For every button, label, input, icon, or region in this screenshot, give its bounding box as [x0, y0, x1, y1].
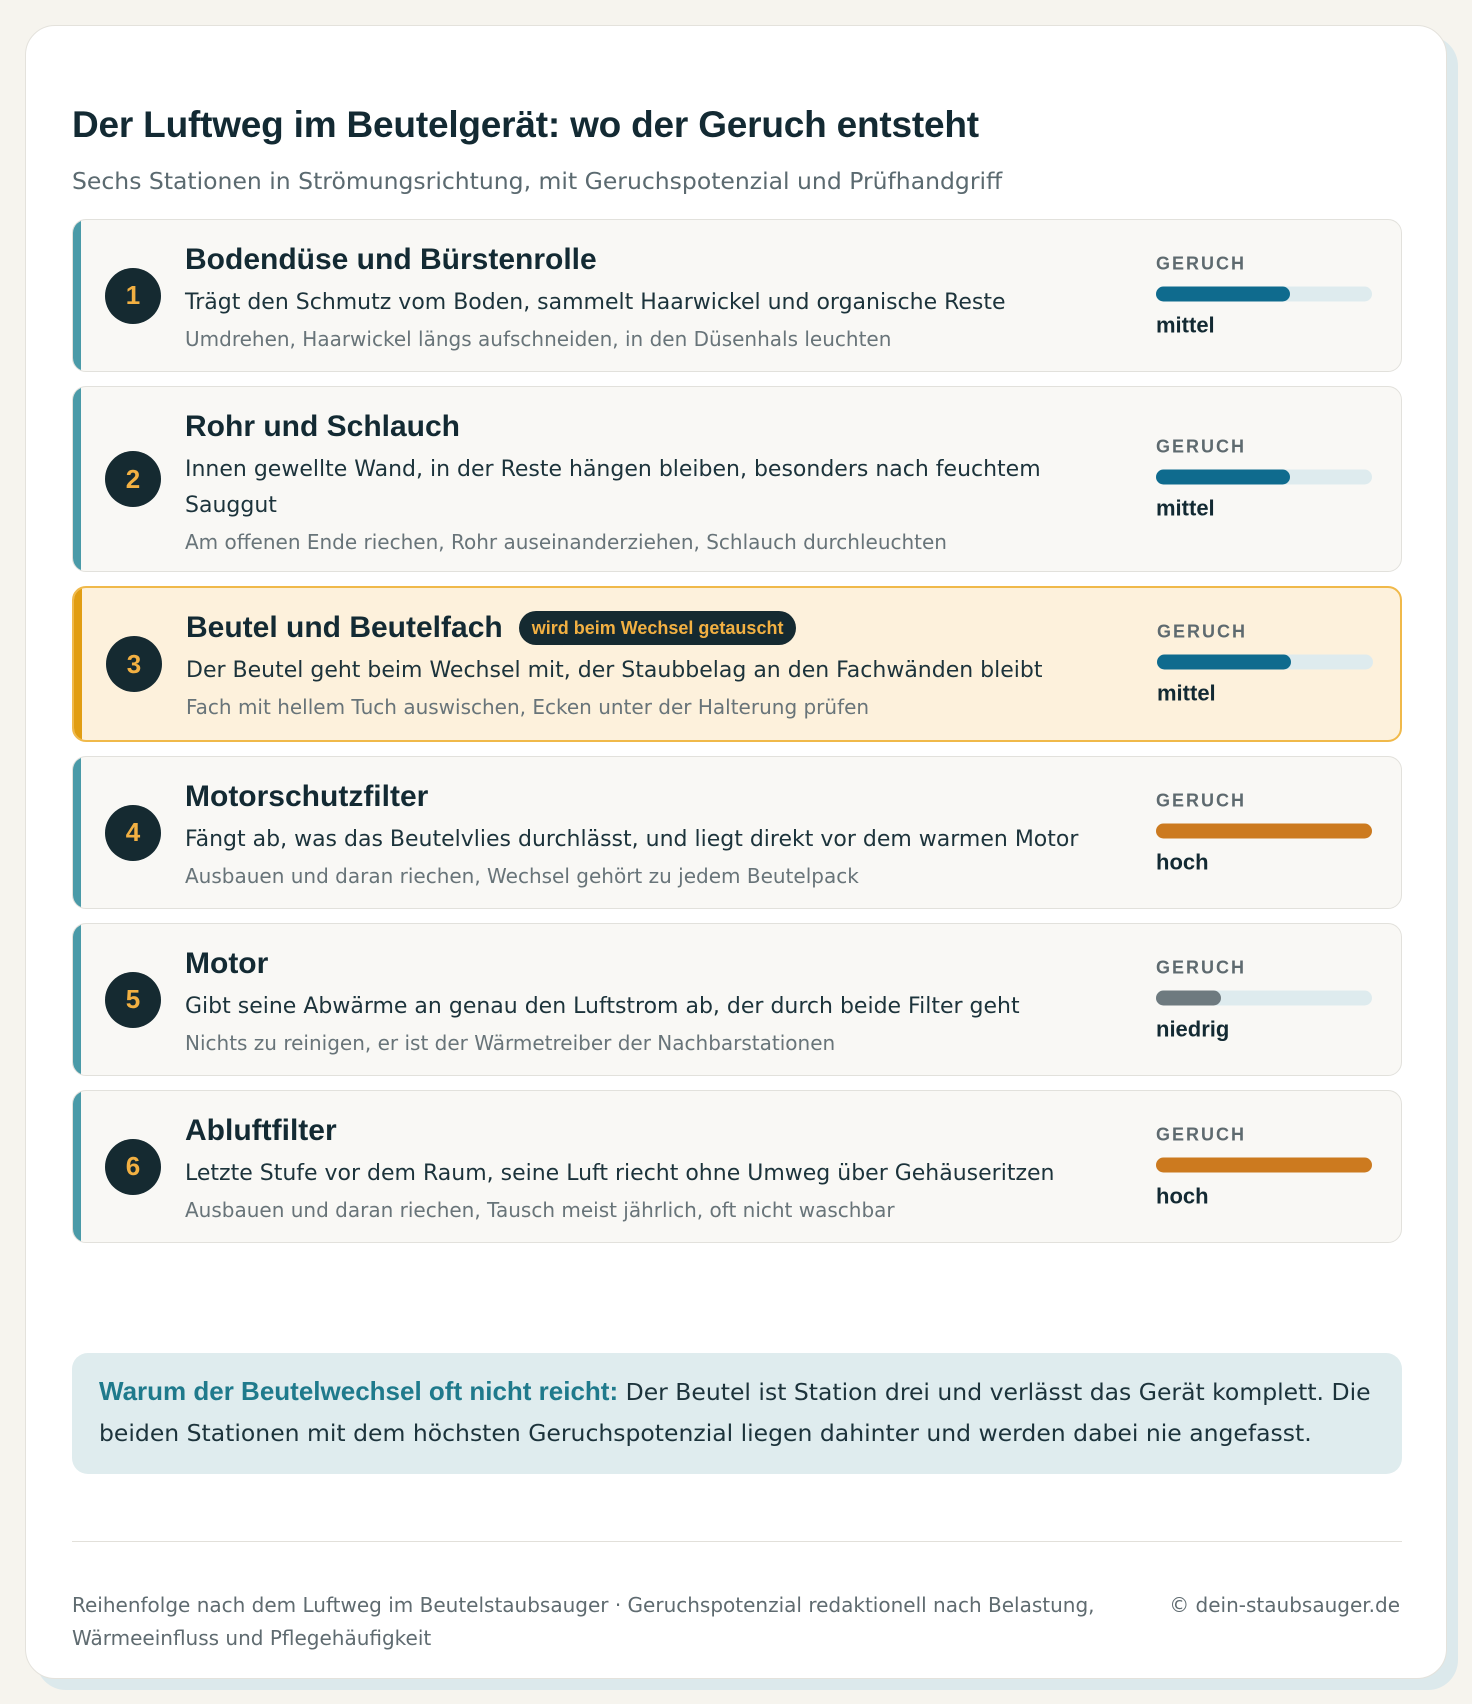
odor-meter-label: GERUCH	[1157, 621, 1248, 642]
odor-meter-label: GERUCH	[1156, 253, 1247, 273]
odor-level: mittel	[1156, 495, 1215, 521]
swap-badge: wird beim Wechsel getauscht	[519, 611, 797, 645]
odor-level: hoch	[1156, 1183, 1209, 1208]
station-description: Gibt seine Abwärme an genau den Luftstrom ab, der durch beide Filter geht	[185, 994, 1020, 1019]
odor-meter	[1157, 622, 1377, 707]
infographic-card	[25, 25, 1447, 1679]
station-head	[185, 242, 1105, 278]
station-check-tip: Ausbauen und daran riechen, Tausch meist jährlich, oft nicht waschbar	[185, 1198, 895, 1222]
station-name: Motorschutzfilter	[185, 780, 429, 813]
station-name: Motor	[185, 947, 269, 980]
odor-meter-fill	[1156, 470, 1290, 485]
station-number-badge: 5	[105, 972, 161, 1028]
station-number-badge: 4	[105, 805, 161, 861]
station-name: Abluftfilter	[185, 1114, 337, 1147]
odor-level: hoch	[1156, 849, 1209, 874]
odor-level: niedrig	[1156, 1016, 1230, 1041]
station-body	[185, 757, 1105, 909]
station-card	[72, 219, 1402, 372]
station-body	[185, 387, 1105, 572]
station-check-tip: Fach mit hellem Tuch auswischen, Ecken unter der Halterung prüfen	[186, 695, 870, 719]
odor-meter-fill	[1156, 1157, 1372, 1172]
station-name: Rohr und Schlauch	[185, 410, 461, 443]
page-title: Der Luftweg im Beutelgerät: wo der Geruch entsteht	[72, 104, 979, 145]
station-check-tip: Nichts zu reinigen, er ist der Wärmetreiber der Nachbarstationen	[185, 1031, 836, 1055]
station-body	[186, 588, 1106, 742]
station-card	[72, 386, 1402, 572]
odor-meter-track	[1156, 823, 1372, 838]
odor-meter-track	[1156, 1157, 1372, 1172]
station-head	[186, 610, 1106, 646]
odor-meter-fill	[1157, 655, 1291, 670]
footer-source: Reihenfolge nach dem Luftweg im Beutelstaubsauger · Geruchspotenzial redaktionell nach Belastung, Wärmeeinfluss und Pflegehäufigkeit	[72, 1593, 1095, 1650]
station-number-badge: 6	[105, 1139, 161, 1195]
station-head	[185, 779, 1105, 815]
station-list	[72, 219, 1402, 1257]
station-check-tip: Am offenen Ende riechen, Rohr auseinanderziehen, Schlauch durchleuchten	[185, 530, 947, 554]
odor-meter-label: GERUCH	[1156, 790, 1247, 810]
footer-divider	[72, 1541, 1402, 1542]
info-note-lead: Warum der Beutelwechsel oft nicht reicht:	[99, 1376, 619, 1406]
odor-meter	[1156, 790, 1376, 875]
odor-meter	[1156, 437, 1376, 522]
station-description: Trägt den Schmutz vom Boden, sammelt Haarwickel und organische Reste	[185, 290, 1006, 315]
station-check-tip: Umdrehen, Haarwickel längs aufschneiden, in den Düsenhals leuchten	[185, 327, 892, 351]
station-number-badge: 2	[105, 451, 161, 507]
odor-meter	[1156, 957, 1376, 1042]
station-card	[72, 923, 1402, 1076]
odor-meter-fill	[1156, 823, 1372, 838]
odor-meter	[1156, 1124, 1376, 1209]
info-note	[72, 1353, 1402, 1474]
odor-meter-label: GERUCH	[1156, 1124, 1247, 1144]
info-note-text: Der Beutel ist Station drei und verlässt das Gerät komplett. Die beiden Stationen mit dem höchsten Geruchspotenzial liegen dahinter und werden dabei nie angefasst.	[99, 1378, 1371, 1447]
station-body	[185, 924, 1105, 1076]
odor-meter-fill	[1156, 990, 1221, 1005]
odor-meter-track	[1156, 990, 1372, 1005]
station-name: Beutel und Beutelfach	[186, 611, 503, 644]
station-head	[185, 409, 1105, 445]
station-head	[185, 1113, 1105, 1149]
station-card-highlighted	[72, 586, 1402, 742]
odor-level: mittel	[1157, 680, 1216, 706]
odor-meter-track	[1156, 286, 1372, 301]
station-description: Fängt ab, was das Beutelvlies durchlässt, und liegt direkt vor dem warmen Motor	[185, 827, 1079, 852]
odor-meter-track	[1157, 655, 1373, 670]
station-number-badge: 1	[105, 268, 161, 324]
station-card	[72, 1090, 1402, 1243]
station-description: Der Beutel geht beim Wechsel mit, der Staubbelag an den Fachwänden bleibt	[186, 658, 1043, 683]
station-check-tip: Ausbauen und daran riechen, Wechsel gehört zu jedem Beutelpack	[185, 864, 859, 888]
odor-meter-track	[1156, 470, 1372, 485]
station-description: Letzte Stufe vor dem Raum, seine Luft riecht ohne Umweg über Gehäuseritzen	[185, 1161, 1055, 1186]
station-number-badge: 3	[106, 636, 162, 692]
footer-copyright: © dein-staubsauger.de	[1169, 1593, 1400, 1617]
page-subtitle: Sechs Stationen in Strömungsrichtung, mit Geruchspotenzial und Prüfhandgriff	[72, 167, 1003, 195]
odor-meter-fill	[1156, 286, 1290, 301]
station-description: Innen gewellte Wand, in der Reste hängen bleiben, besonders nach feuchtem Sauggut	[185, 457, 1041, 518]
station-body	[185, 220, 1105, 372]
station-name: Bodendüse und Bürstenrolle	[185, 243, 597, 276]
station-head	[185, 946, 1105, 982]
odor-meter	[1156, 253, 1376, 338]
odor-meter-label: GERUCH	[1156, 436, 1247, 457]
odor-meter-label: GERUCH	[1156, 957, 1247, 977]
station-body	[185, 1091, 1105, 1243]
odor-level: mittel	[1156, 312, 1215, 337]
station-card	[72, 756, 1402, 909]
